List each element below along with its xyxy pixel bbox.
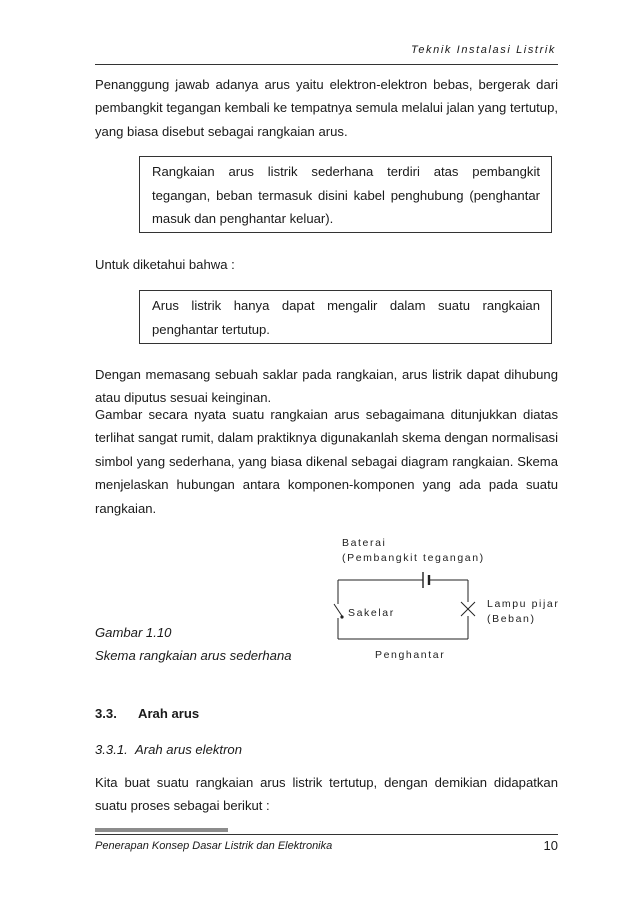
- paragraph-5-text: Kita buat suatu rangkaian arus listrik tertutup, dengan demikian didapatkan suatu proses sebagai berikut :: [95, 775, 558, 814]
- footer-accent-bar: [95, 828, 228, 832]
- definition-box-1: [139, 156, 552, 233]
- figure-caption: Skema rangkaian arus sederhana: [95, 648, 292, 663]
- definition-box-2-text: Arus listrik hanya dapat mengalir dalam suatu rangkaian penghantar tertutup.: [152, 298, 540, 337]
- switch-label: Sakelar: [348, 607, 395, 619]
- switch-lever: [334, 604, 342, 616]
- footer-title: Penerapan Konsep Dasar Listrik dan Elektronika: [95, 840, 333, 852]
- paragraph-4: [95, 403, 558, 520]
- paragraph-5: [95, 771, 558, 818]
- figure-number: Gambar 1.10: [95, 625, 172, 640]
- running-header: Teknik Instalasi Listrik: [411, 44, 556, 56]
- circuit-diagram: [330, 532, 575, 662]
- page-number: 10: [543, 838, 558, 853]
- paragraph-2: [95, 253, 558, 276]
- battery-sublabel: (Pembangkit tegangan): [342, 552, 485, 564]
- conductor-label: Penghantar: [375, 649, 446, 661]
- subsection-number: 3.3.1.: [95, 742, 128, 757]
- definition-box-2: [139, 290, 552, 344]
- subsection-title: Arah arus elektron: [135, 742, 242, 757]
- lamp-sublabel: (Beban): [487, 613, 536, 625]
- paragraph-1-text: Penanggung jawab adanya arus yaitu elektron-elektron bebas, bergerak dari pembangkit tegangan kembali ke tempatnya semula melalui jalan yang tertutup, yang biasa disebut sebagai rangkaian arus.: [95, 77, 558, 139]
- paragraph-3-text: Dengan memasang sebuah saklar pada rangkaian, arus listrik dapat dihubung atau diputus sesuai keinginan.: [95, 367, 558, 406]
- paragraph-1: [95, 73, 558, 143]
- section-number: 3.3.: [95, 706, 117, 721]
- definition-box-1-text: Rangkaian arus listrik sederhana terdiri atas pembangkit tegangan, beban termasuk disini kabel penghubung (penghantar masuk dan penghantar keluar).: [152, 164, 540, 226]
- lamp-label: Lampu pijar: [487, 598, 560, 610]
- footer-divider: [95, 834, 558, 835]
- paragraph-2-text: Untuk diketahui bahwa :: [95, 257, 235, 272]
- section-title: Arah arus: [138, 706, 200, 721]
- battery-label: Baterai: [342, 537, 387, 549]
- switch-contact: [340, 615, 343, 618]
- header-divider: [95, 64, 558, 65]
- paragraph-4-text: Gambar secara nyata suatu rangkaian arus sebagaimana ditunjukkan diatas terlihat sangat rumit, dalam praktiknya digunakanlah skema dengan normalisasi simbol yang sederhana, yang biasa dikenal sebagai diagram rangkaian. Skema menjelaskan hubungan antara komponen-komponen yang ada pada suatu rangkaian.: [95, 407, 558, 516]
